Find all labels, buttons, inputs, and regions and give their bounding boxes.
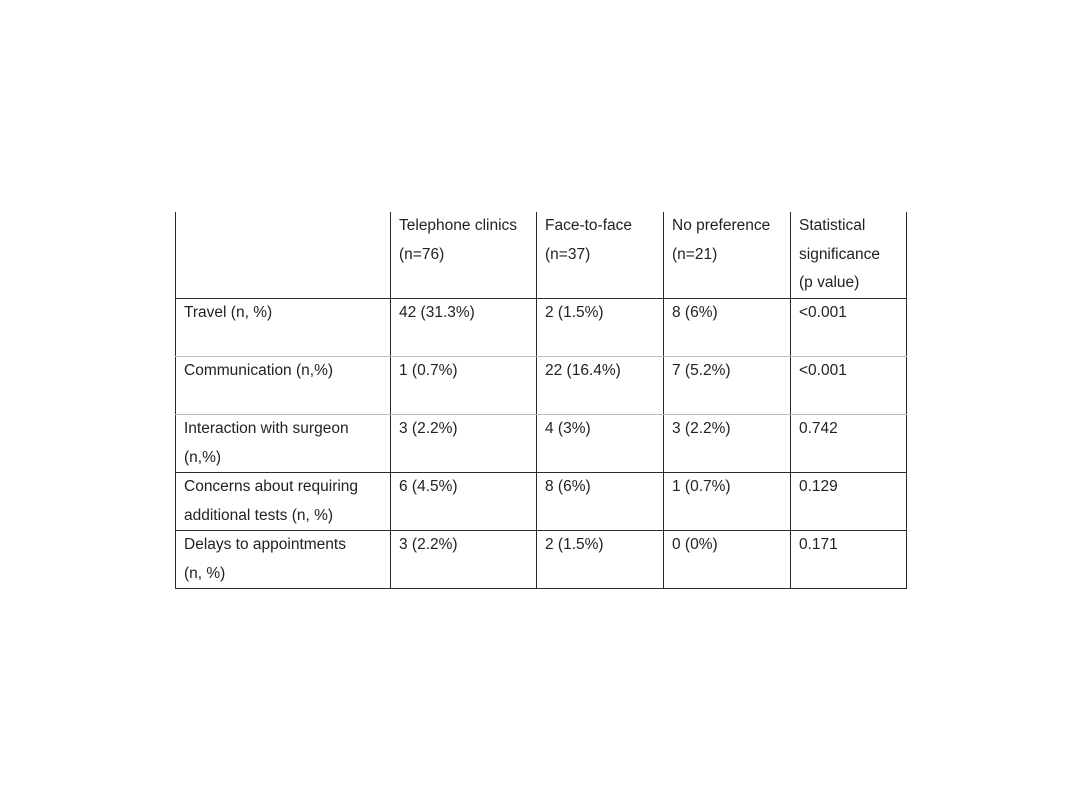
table-cell: 4 (3%) bbox=[537, 415, 664, 473]
table-row-communication bbox=[176, 357, 907, 415]
table-cell: <0.001 bbox=[791, 299, 907, 357]
table-cell: 8 (6%) bbox=[537, 473, 664, 531]
table-cell: 22 (16.4%) bbox=[537, 357, 664, 415]
header-cell-empty bbox=[176, 212, 391, 299]
table-cell: 0.171 bbox=[791, 531, 907, 589]
row-label: Concerns about requiring additional tests (n, %) bbox=[176, 473, 391, 531]
header-cell-no-preference: No preference (n=21) bbox=[664, 212, 791, 299]
table-cell: 42 (31.3%) bbox=[391, 299, 537, 357]
table-cell: 7 (5.2%) bbox=[664, 357, 791, 415]
table-cell: 2 (1.5%) bbox=[537, 299, 664, 357]
table-cell: 0 (0%) bbox=[664, 531, 791, 589]
preference-table bbox=[175, 212, 907, 589]
row-label: Travel (n, %) bbox=[176, 299, 391, 357]
table-cell: 2 (1.5%) bbox=[537, 531, 664, 589]
header-cell-telephone: Telephone clinics (n=76) bbox=[391, 212, 537, 299]
header-cell-significance: Statistical significance (p value) bbox=[791, 212, 907, 299]
table-cell: 3 (2.2%) bbox=[391, 531, 537, 589]
row-label: Delays to appointments (n, %) bbox=[176, 531, 391, 589]
table-row-travel bbox=[176, 299, 907, 357]
table-cell: 1 (0.7%) bbox=[664, 473, 791, 531]
table-cell: 3 (2.2%) bbox=[664, 415, 791, 473]
header-row bbox=[176, 212, 907, 299]
table-cell: 0.742 bbox=[791, 415, 907, 473]
row-label: Communication (n,%) bbox=[176, 357, 391, 415]
table-cell: 1 (0.7%) bbox=[391, 357, 537, 415]
table-row-interaction bbox=[176, 415, 907, 473]
table-cell: 0.129 bbox=[791, 473, 907, 531]
header-cell-face-to-face: Face-to-face (n=37) bbox=[537, 212, 664, 299]
table-row-concerns bbox=[176, 473, 907, 531]
table-cell: 8 (6%) bbox=[664, 299, 791, 357]
table-cell: 6 (4.5%) bbox=[391, 473, 537, 531]
table-cell: <0.001 bbox=[791, 357, 907, 415]
row-label: Interaction with surgeon (n,%) bbox=[176, 415, 391, 473]
table-cell: 3 (2.2%) bbox=[391, 415, 537, 473]
table-row-delays bbox=[176, 531, 907, 589]
